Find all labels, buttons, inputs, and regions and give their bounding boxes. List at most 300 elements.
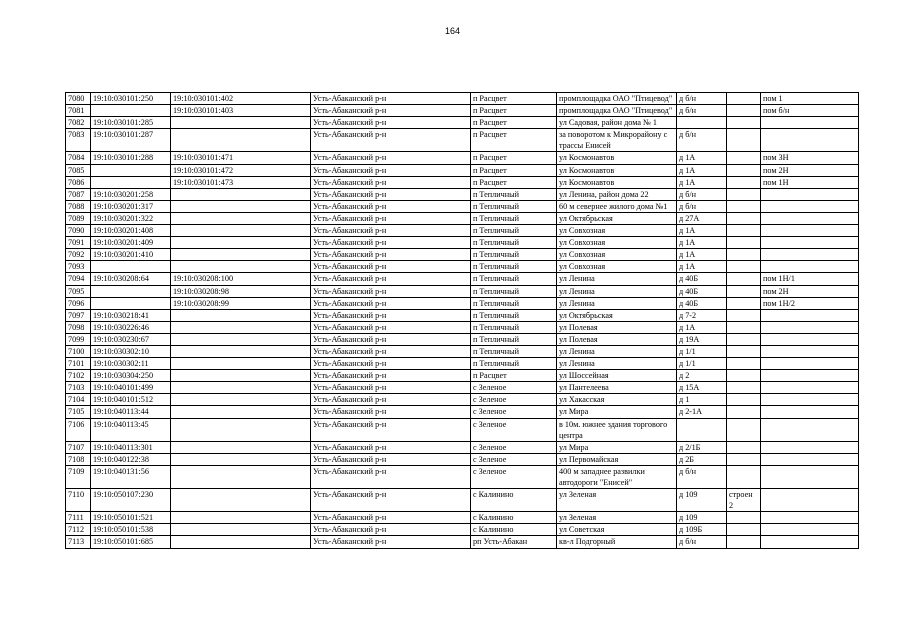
district-cell: Усть-Абаканский р-н bbox=[311, 237, 471, 249]
district-cell: Усть-Абаканский р-н bbox=[311, 358, 471, 370]
cadastral-number-cell bbox=[91, 297, 171, 309]
settlement-cell: п Тепличный bbox=[471, 212, 557, 224]
row-number-cell: 7092 bbox=[66, 249, 91, 261]
table-row bbox=[66, 249, 859, 261]
cadastral-number-cell bbox=[91, 176, 171, 188]
premises-cell bbox=[761, 358, 859, 370]
building-cell bbox=[727, 321, 761, 333]
house-cell: д 1А bbox=[677, 249, 727, 261]
related-cadastral-number-cell bbox=[171, 188, 311, 200]
district-cell: Усть-Абаканский р-н bbox=[311, 333, 471, 345]
premises-cell bbox=[761, 489, 859, 512]
related-cadastral-number-cell bbox=[171, 200, 311, 212]
premises-cell bbox=[761, 249, 859, 261]
row-number-cell: 7104 bbox=[66, 394, 91, 406]
settlement-cell: п Тепличный bbox=[471, 249, 557, 261]
district-cell: Усть-Абаканский р-н bbox=[311, 418, 471, 441]
street-cell: в 10м. южнее здания торгового центра bbox=[557, 418, 677, 441]
premises-cell bbox=[761, 200, 859, 212]
settlement-cell: с Зеленое bbox=[471, 382, 557, 394]
related-cadastral-number-cell: 19:10:030208:98 bbox=[171, 285, 311, 297]
building-cell bbox=[727, 188, 761, 200]
street-cell: ул Мира bbox=[557, 406, 677, 418]
cadastral-number-cell: 19:10:030201:258 bbox=[91, 188, 171, 200]
building-cell bbox=[727, 237, 761, 249]
district-cell: Усть-Абаканский р-н bbox=[311, 93, 471, 105]
property-registry-table bbox=[65, 92, 859, 549]
premises-cell bbox=[761, 465, 859, 488]
house-cell: д 1А bbox=[677, 164, 727, 176]
premises-cell: пом 1 bbox=[761, 93, 859, 105]
row-number-cell: 7112 bbox=[66, 524, 91, 536]
settlement-cell: п Тепличный bbox=[471, 273, 557, 285]
premises-cell bbox=[761, 406, 859, 418]
row-number-cell: 7088 bbox=[66, 200, 91, 212]
row-number-cell: 7107 bbox=[66, 441, 91, 453]
cadastral-number-cell bbox=[91, 164, 171, 176]
page-number: 164 bbox=[444, 26, 461, 36]
street-cell: ул Шоссейная bbox=[557, 370, 677, 382]
related-cadastral-number-cell bbox=[171, 321, 311, 333]
cadastral-number-cell: 19:10:030304:250 bbox=[91, 370, 171, 382]
related-cadastral-number-cell: 19:10:030101:472 bbox=[171, 164, 311, 176]
district-cell: Усть-Абаканский р-н bbox=[311, 273, 471, 285]
building-cell bbox=[727, 406, 761, 418]
district-cell: Усть-Абаканский р-н bbox=[311, 261, 471, 273]
table-row bbox=[66, 117, 859, 129]
district-cell: Усть-Абаканский р-н bbox=[311, 129, 471, 152]
settlement-cell: с Зеленое bbox=[471, 394, 557, 406]
settlement-cell: п Расцвет bbox=[471, 370, 557, 382]
district-cell: Усть-Абаканский р-н bbox=[311, 152, 471, 164]
settlement-cell: п Тепличный bbox=[471, 358, 557, 370]
district-cell: Усть-Абаканский р-н bbox=[311, 406, 471, 418]
settlement-cell: п Тепличный bbox=[471, 321, 557, 333]
house-cell: д 15А bbox=[677, 382, 727, 394]
cadastral-number-cell: 19:10:040101:499 bbox=[91, 382, 171, 394]
building-cell bbox=[727, 164, 761, 176]
settlement-cell: п Расцвет bbox=[471, 164, 557, 176]
row-number-cell: 7083 bbox=[66, 129, 91, 152]
row-number-cell: 7086 bbox=[66, 176, 91, 188]
table-row bbox=[66, 441, 859, 453]
street-cell: ул Совхозная bbox=[557, 261, 677, 273]
related-cadastral-number-cell bbox=[171, 129, 311, 152]
district-cell: Усть-Абаканский р-н bbox=[311, 394, 471, 406]
settlement-cell: с Зеленое bbox=[471, 406, 557, 418]
related-cadastral-number-cell: 19:10:030101:471 bbox=[171, 152, 311, 164]
row-number-cell: 7097 bbox=[66, 309, 91, 321]
settlement-cell: рп Усть-Абакан bbox=[471, 536, 557, 548]
table-row bbox=[66, 212, 859, 224]
district-cell: Усть-Абаканский р-н bbox=[311, 249, 471, 261]
settlement-cell: с Зеленое bbox=[471, 465, 557, 488]
premises-cell bbox=[761, 524, 859, 536]
related-cadastral-number-cell: 19:10:030101:473 bbox=[171, 176, 311, 188]
related-cadastral-number-cell bbox=[171, 333, 311, 345]
district-cell: Усть-Абаканский р-н bbox=[311, 225, 471, 237]
building-cell bbox=[727, 370, 761, 382]
row-number-cell: 7108 bbox=[66, 453, 91, 465]
street-cell: ул Зеленая bbox=[557, 489, 677, 512]
house-cell: д 2 bbox=[677, 370, 727, 382]
premises-cell bbox=[761, 333, 859, 345]
cadastral-number-cell: 19:10:030201:409 bbox=[91, 237, 171, 249]
district-cell: Усть-Абаканский р-н bbox=[311, 297, 471, 309]
street-cell: ул Первомайская bbox=[557, 453, 677, 465]
related-cadastral-number-cell bbox=[171, 536, 311, 548]
row-number-cell: 7082 bbox=[66, 117, 91, 129]
settlement-cell: с Калинино bbox=[471, 489, 557, 512]
settlement-cell: п Тепличный bbox=[471, 333, 557, 345]
house-cell bbox=[677, 117, 727, 129]
related-cadastral-number-cell bbox=[171, 382, 311, 394]
building-cell bbox=[727, 524, 761, 536]
cadastral-number-cell: 19:10:030226:46 bbox=[91, 321, 171, 333]
street-cell: ул Совхозная bbox=[557, 237, 677, 249]
building-cell bbox=[727, 418, 761, 441]
house-cell: д 19А bbox=[677, 333, 727, 345]
building-cell bbox=[727, 536, 761, 548]
building-cell bbox=[727, 212, 761, 224]
street-cell: ул Хакасская bbox=[557, 394, 677, 406]
row-number-cell: 7103 bbox=[66, 382, 91, 394]
street-cell: ул Ленина bbox=[557, 285, 677, 297]
building-cell: строен 2 bbox=[727, 489, 761, 512]
street-cell: ул Ленина bbox=[557, 358, 677, 370]
cadastral-number-cell: 19:10:030208:64 bbox=[91, 273, 171, 285]
table-row bbox=[66, 345, 859, 357]
building-cell bbox=[727, 105, 761, 117]
related-cadastral-number-cell bbox=[171, 237, 311, 249]
house-cell: д б/н bbox=[677, 465, 727, 488]
district-cell: Усть-Абаканский р-н bbox=[311, 370, 471, 382]
street-cell: ул Полевая bbox=[557, 333, 677, 345]
settlement-cell: п Расцвет bbox=[471, 129, 557, 152]
related-cadastral-number-cell: 19:10:030208:99 bbox=[171, 297, 311, 309]
building-cell bbox=[727, 129, 761, 152]
cadastral-number-cell: 19:10:030201:408 bbox=[91, 225, 171, 237]
table-row bbox=[66, 309, 859, 321]
house-cell: д 40Б bbox=[677, 285, 727, 297]
table-row bbox=[66, 93, 859, 105]
street-cell: ул Пантелеева bbox=[557, 382, 677, 394]
house-cell: д б/н bbox=[677, 93, 727, 105]
premises-cell bbox=[761, 370, 859, 382]
related-cadastral-number-cell bbox=[171, 512, 311, 524]
related-cadastral-number-cell bbox=[171, 524, 311, 536]
cadastral-number-cell bbox=[91, 261, 171, 273]
building-cell bbox=[727, 453, 761, 465]
house-cell: д 109Б bbox=[677, 524, 727, 536]
row-number-cell: 7099 bbox=[66, 333, 91, 345]
cadastral-number-cell: 19:10:030101:288 bbox=[91, 152, 171, 164]
house-cell bbox=[677, 418, 727, 441]
related-cadastral-number-cell bbox=[171, 249, 311, 261]
table-row bbox=[66, 406, 859, 418]
house-cell: д 2/1Б bbox=[677, 441, 727, 453]
street-cell: ул Садовая, район дома № 1 bbox=[557, 117, 677, 129]
table-row bbox=[66, 188, 859, 200]
building-cell bbox=[727, 200, 761, 212]
building-cell bbox=[727, 176, 761, 188]
settlement-cell: п Расцвет bbox=[471, 105, 557, 117]
premises-cell bbox=[761, 237, 859, 249]
district-cell: Усть-Абаканский р-н bbox=[311, 321, 471, 333]
settlement-cell: п Расцвет bbox=[471, 93, 557, 105]
street-cell: ул Ленина bbox=[557, 345, 677, 357]
district-cell: Усть-Абаканский р-н bbox=[311, 309, 471, 321]
district-cell: Усть-Абаканский р-н bbox=[311, 105, 471, 117]
related-cadastral-number-cell bbox=[171, 406, 311, 418]
table-row bbox=[66, 129, 859, 152]
house-cell: д 40Б bbox=[677, 297, 727, 309]
related-cadastral-number-cell bbox=[171, 370, 311, 382]
cadastral-number-cell: 19:10:030101:285 bbox=[91, 117, 171, 129]
house-cell: д 7-2 bbox=[677, 309, 727, 321]
table-row bbox=[66, 176, 859, 188]
row-number-cell: 7091 bbox=[66, 237, 91, 249]
settlement-cell: с Калинино bbox=[471, 524, 557, 536]
table-row bbox=[66, 105, 859, 117]
related-cadastral-number-cell bbox=[171, 212, 311, 224]
related-cadastral-number-cell bbox=[171, 261, 311, 273]
street-cell: ул Советская bbox=[557, 524, 677, 536]
settlement-cell: п Расцвет bbox=[471, 152, 557, 164]
premises-cell: пом б/н bbox=[761, 105, 859, 117]
street-cell: ул Октябрьская bbox=[557, 212, 677, 224]
district-cell: Усть-Абаканский р-н bbox=[311, 212, 471, 224]
table-row bbox=[66, 333, 859, 345]
settlement-cell: п Тепличный bbox=[471, 297, 557, 309]
table-row bbox=[66, 297, 859, 309]
street-cell: ул Ленина, район дома 22 bbox=[557, 188, 677, 200]
related-cadastral-number-cell bbox=[171, 394, 311, 406]
premises-cell bbox=[761, 261, 859, 273]
cadastral-number-cell: 19:10:040113:45 bbox=[91, 418, 171, 441]
premises-cell bbox=[761, 536, 859, 548]
settlement-cell: с Зеленое bbox=[471, 418, 557, 441]
district-cell: Усть-Абаканский р-н bbox=[311, 285, 471, 297]
house-cell: д 2-1А bbox=[677, 406, 727, 418]
row-number-cell: 7089 bbox=[66, 212, 91, 224]
row-number-cell: 7110 bbox=[66, 489, 91, 512]
row-number-cell: 7105 bbox=[66, 406, 91, 418]
row-number-cell: 7085 bbox=[66, 164, 91, 176]
premises-cell: пом 1Н bbox=[761, 176, 859, 188]
settlement-cell: с Зеленое bbox=[471, 453, 557, 465]
street-cell: ул Мира bbox=[557, 441, 677, 453]
related-cadastral-number-cell bbox=[171, 465, 311, 488]
related-cadastral-number-cell bbox=[171, 358, 311, 370]
cadastral-number-cell: 19:10:040101:512 bbox=[91, 394, 171, 406]
row-number-cell: 7111 bbox=[66, 512, 91, 524]
building-cell bbox=[727, 117, 761, 129]
settlement-cell: п Расцвет bbox=[471, 176, 557, 188]
building-cell bbox=[727, 394, 761, 406]
premises-cell: пом 3Н bbox=[761, 152, 859, 164]
street-cell: промплощадка ОАО "Птицевод" bbox=[557, 105, 677, 117]
related-cadastral-number-cell bbox=[171, 489, 311, 512]
table-row bbox=[66, 285, 859, 297]
row-number-cell: 7106 bbox=[66, 418, 91, 441]
cadastral-number-cell: 19:10:030230:67 bbox=[91, 333, 171, 345]
table-row bbox=[66, 536, 859, 548]
house-cell: д 109 bbox=[677, 489, 727, 512]
settlement-cell: п Тепличный bbox=[471, 188, 557, 200]
related-cadastral-number-cell: 19:10:030101:402 bbox=[171, 93, 311, 105]
premises-cell bbox=[761, 212, 859, 224]
table-row bbox=[66, 394, 859, 406]
district-cell: Усть-Абаканский р-н bbox=[311, 536, 471, 548]
cadastral-number-cell: 19:10:030101:250 bbox=[91, 93, 171, 105]
cadastral-number-cell: 19:10:040113:44 bbox=[91, 406, 171, 418]
premises-cell bbox=[761, 394, 859, 406]
district-cell: Усть-Абаканский р-н bbox=[311, 345, 471, 357]
house-cell: д 1/1 bbox=[677, 358, 727, 370]
cadastral-number-cell: 19:10:030201:322 bbox=[91, 212, 171, 224]
table-row bbox=[66, 200, 859, 212]
building-cell bbox=[727, 382, 761, 394]
street-cell: ул Ленина bbox=[557, 297, 677, 309]
street-cell: 400 м западнее развилки автодороги "Енисей" bbox=[557, 465, 677, 488]
table-row bbox=[66, 382, 859, 394]
street-cell: промплощадка ОАО "Птицевод" bbox=[557, 93, 677, 105]
cadastral-number-cell: 19:10:030201:410 bbox=[91, 249, 171, 261]
row-number-cell: 7109 bbox=[66, 465, 91, 488]
cadastral-number-cell: 19:10:050101:521 bbox=[91, 512, 171, 524]
house-cell: д 1А bbox=[677, 152, 727, 164]
table-row bbox=[66, 237, 859, 249]
premises-cell bbox=[761, 117, 859, 129]
premises-cell bbox=[761, 453, 859, 465]
house-cell: д 1/1 bbox=[677, 345, 727, 357]
related-cadastral-number-cell bbox=[171, 117, 311, 129]
settlement-cell: п Тепличный bbox=[471, 261, 557, 273]
cadastral-number-cell: 19:10:040113:301 bbox=[91, 441, 171, 453]
district-cell: Усть-Абаканский р-н bbox=[311, 164, 471, 176]
house-cell: д 1А bbox=[677, 176, 727, 188]
row-number-cell: 7101 bbox=[66, 358, 91, 370]
building-cell bbox=[727, 273, 761, 285]
table-row bbox=[66, 273, 859, 285]
building-cell bbox=[727, 345, 761, 357]
row-number-cell: 7090 bbox=[66, 225, 91, 237]
building-cell bbox=[727, 441, 761, 453]
table-row bbox=[66, 465, 859, 488]
cadastral-number-cell bbox=[91, 285, 171, 297]
street-cell: ул Совхозная bbox=[557, 249, 677, 261]
district-cell: Усть-Абаканский р-н bbox=[311, 117, 471, 129]
premises-cell bbox=[761, 188, 859, 200]
table-row bbox=[66, 321, 859, 333]
street-cell: ул Зеленая bbox=[557, 512, 677, 524]
premises-cell: пом 1Н/1 bbox=[761, 273, 859, 285]
district-cell: Усть-Абаканский р-н bbox=[311, 176, 471, 188]
table-row bbox=[66, 453, 859, 465]
street-cell: кв-л Подгорный bbox=[557, 536, 677, 548]
premises-cell bbox=[761, 345, 859, 357]
street-cell: ул Ленина bbox=[557, 273, 677, 285]
related-cadastral-number-cell bbox=[171, 345, 311, 357]
building-cell bbox=[727, 261, 761, 273]
row-number-cell: 7080 bbox=[66, 93, 91, 105]
cadastral-number-cell: 19:10:030302:11 bbox=[91, 358, 171, 370]
row-number-cell: 7084 bbox=[66, 152, 91, 164]
building-cell bbox=[727, 309, 761, 321]
cadastral-number-cell: 19:10:040131:56 bbox=[91, 465, 171, 488]
row-number-cell: 7095 bbox=[66, 285, 91, 297]
premises-cell bbox=[761, 441, 859, 453]
cadastral-number-cell: 19:10:030101:287 bbox=[91, 129, 171, 152]
district-cell: Усть-Абаканский р-н bbox=[311, 200, 471, 212]
house-cell: д 1А bbox=[677, 237, 727, 249]
table-row bbox=[66, 261, 859, 273]
premises-cell bbox=[761, 512, 859, 524]
settlement-cell: п Тепличный bbox=[471, 237, 557, 249]
house-cell: д 1А bbox=[677, 321, 727, 333]
premises-cell bbox=[761, 309, 859, 321]
settlement-cell: п Тепличный bbox=[471, 345, 557, 357]
building-cell bbox=[727, 465, 761, 488]
building-cell bbox=[727, 297, 761, 309]
premises-cell bbox=[761, 382, 859, 394]
house-cell: д 109 bbox=[677, 512, 727, 524]
street-cell: ул Космонавтов bbox=[557, 152, 677, 164]
street-cell: за поворотом к Микрорайону с трассы Енисей bbox=[557, 129, 677, 152]
building-cell bbox=[727, 358, 761, 370]
row-number-cell: 7087 bbox=[66, 188, 91, 200]
building-cell bbox=[727, 512, 761, 524]
district-cell: Усть-Абаканский р-н bbox=[311, 512, 471, 524]
building-cell bbox=[727, 225, 761, 237]
premises-cell: пом 2Н bbox=[761, 164, 859, 176]
related-cadastral-number-cell: 19:10:030101:403 bbox=[171, 105, 311, 117]
house-cell: д 2Б bbox=[677, 453, 727, 465]
building-cell bbox=[727, 285, 761, 297]
settlement-cell: п Тепличный bbox=[471, 285, 557, 297]
row-number-cell: 7098 bbox=[66, 321, 91, 333]
row-number-cell: 7096 bbox=[66, 297, 91, 309]
row-number-cell: 7100 bbox=[66, 345, 91, 357]
cadastral-number-cell: 19:10:030302:10 bbox=[91, 345, 171, 357]
house-cell: д б/н bbox=[677, 105, 727, 117]
premises-cell bbox=[761, 321, 859, 333]
settlement-cell: п Тепличный bbox=[471, 225, 557, 237]
premises-cell bbox=[761, 129, 859, 152]
table-row bbox=[66, 524, 859, 536]
related-cadastral-number-cell bbox=[171, 441, 311, 453]
table-row bbox=[66, 489, 859, 512]
street-cell: ул Октябрьская bbox=[557, 309, 677, 321]
street-cell: ул Космонавтов bbox=[557, 164, 677, 176]
settlement-cell: с Калинино bbox=[471, 512, 557, 524]
related-cadastral-number-cell bbox=[171, 418, 311, 441]
house-cell: д б/н bbox=[677, 200, 727, 212]
house-cell: д б/н bbox=[677, 129, 727, 152]
row-number-cell: 7081 bbox=[66, 105, 91, 117]
district-cell: Усть-Абаканский р-н bbox=[311, 188, 471, 200]
table-row bbox=[66, 152, 859, 164]
street-cell: ул Космонавтов bbox=[557, 176, 677, 188]
premises-cell bbox=[761, 418, 859, 441]
table-row bbox=[66, 164, 859, 176]
settlement-cell: п Тепличный bbox=[471, 309, 557, 321]
table-row bbox=[66, 512, 859, 524]
cadastral-number-cell: 19:10:030201:317 bbox=[91, 200, 171, 212]
house-cell: д 27А bbox=[677, 212, 727, 224]
table-row bbox=[66, 370, 859, 382]
